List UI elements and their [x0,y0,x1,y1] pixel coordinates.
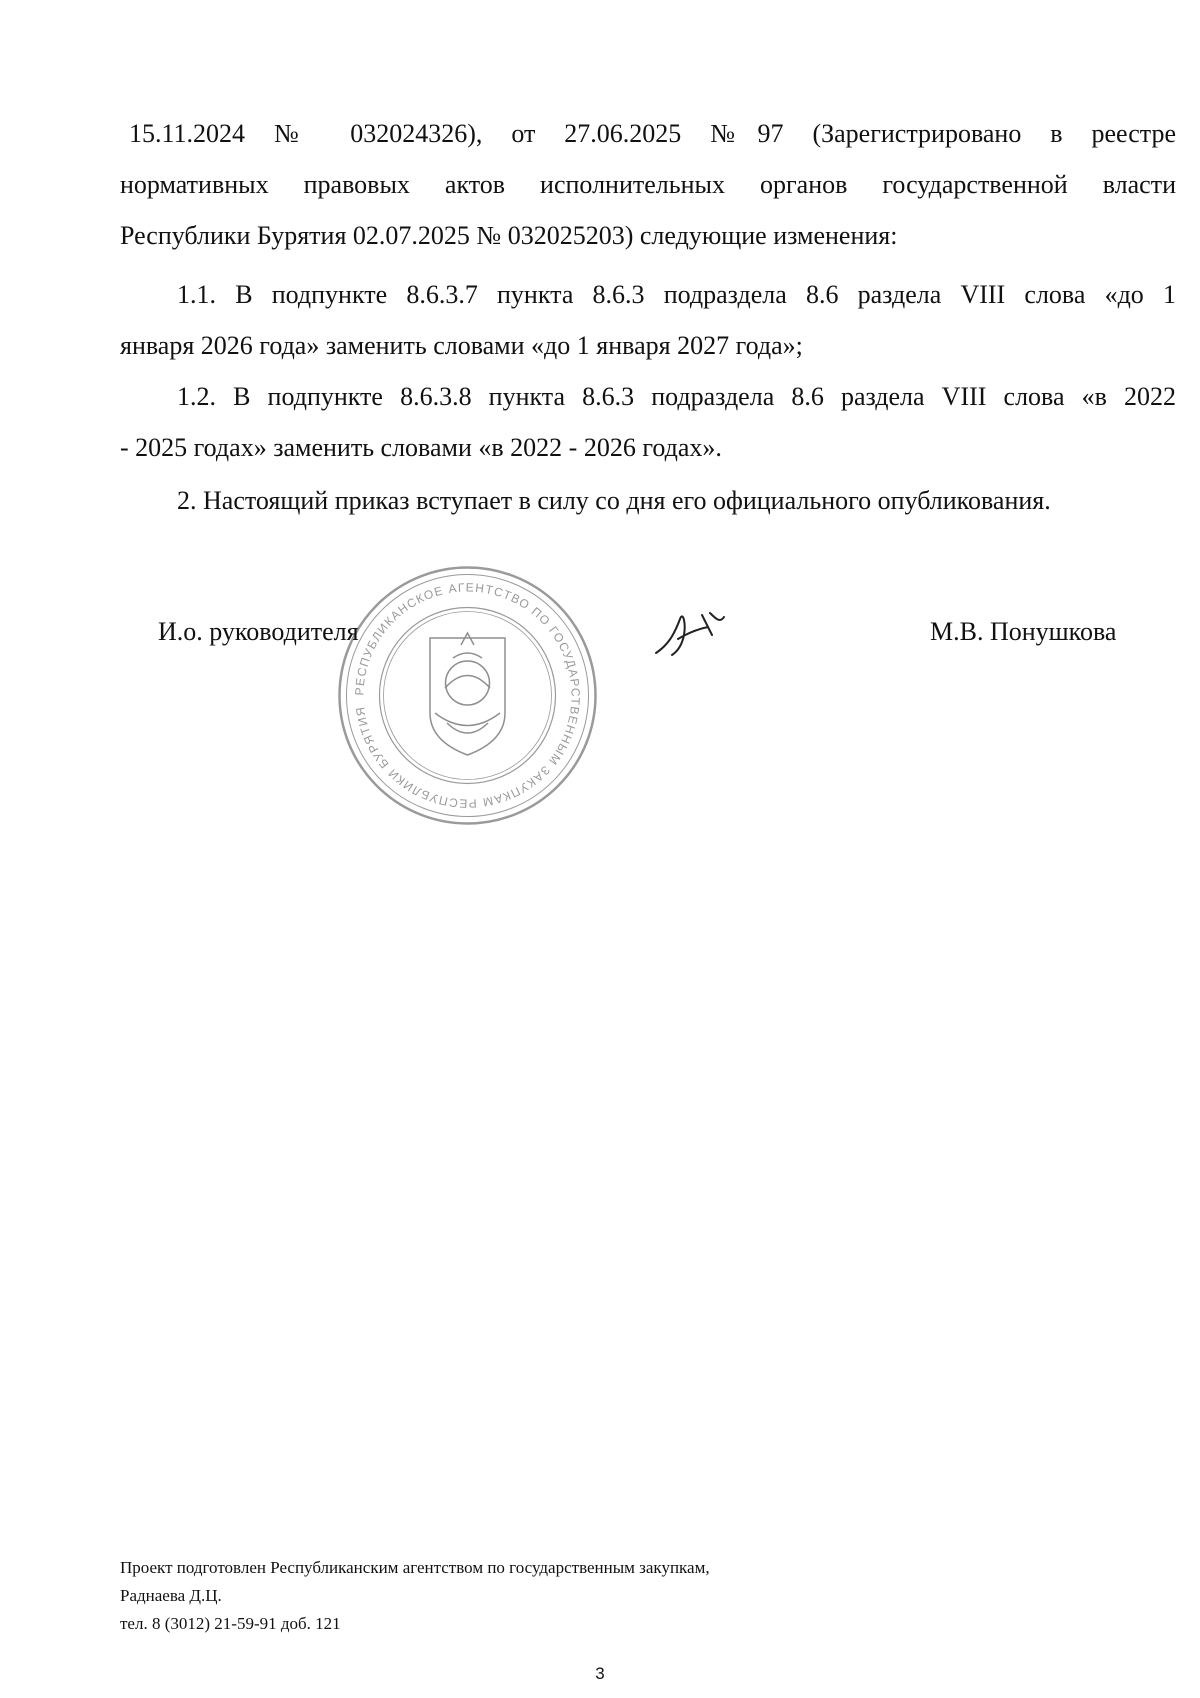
intro-line-3: Республики Бурятия 02.07.2025 № 032025203) следующие изменения: [120,221,898,250]
item-1-1-line-1: 1.1. В подпункте 8.6.3.7 пункта 8.6.3 подраздела 8.6 раздела VIII слова «до 1 [177,280,1176,309]
seal-text: РЕСПУБЛИКАНСКОЕ АГЕНТСТВО ПО ГОСУДАРСТВЕННЫМ ЗАКУПКАМ РЕСПУБЛИКИ БУРЯТИЯ [352,580,583,811]
signatory-name: М.В. Понушкова [930,617,1117,646]
signatory-position: И.о. руководителя [158,617,359,646]
item-1-2-line-2: - 2025 годах» заменить словами «в 2022 - 2026 годах». [120,433,722,462]
handwritten-signature [650,605,730,665]
footer-phone: тел. 8 (3012) 21-59-91 доб. 121 [120,1614,341,1633]
intro-line-2: нормативных правовых актов исполнительных органов государственной власти [120,170,1176,199]
item-1-1-line-2: января 2026 года» заменить словами «до 1 января 2027 года»; [120,331,803,360]
item-1-2-line-1: 1.2. В подпункте 8.6.3.8 пункта 8.6.3 подраздела 8.6 раздела VIII слова «в 2022 [177,382,1176,411]
svg-text:РЕСПУБЛИКАНСКОЕ АГЕНТСТВО ПО Г [352,580,582,810]
coat-of-arms-icon [430,633,505,755]
official-seal [335,563,600,828]
page-number: 3 [595,1664,605,1683]
footer-author: Раднаева Д.Ц. [120,1586,222,1605]
intro-line-1: 15.11.2024 № 032024326), от 27.06.2025 №97 (Зарегистрировано в реестре [129,119,1176,148]
item-2: 2. Настоящий приказ вступает в силу со дня его официального опубликования. [177,486,1051,515]
footer-prepared-by: Проект подготовлен Республиканским агентством по государственным закупкам, [120,1558,710,1577]
